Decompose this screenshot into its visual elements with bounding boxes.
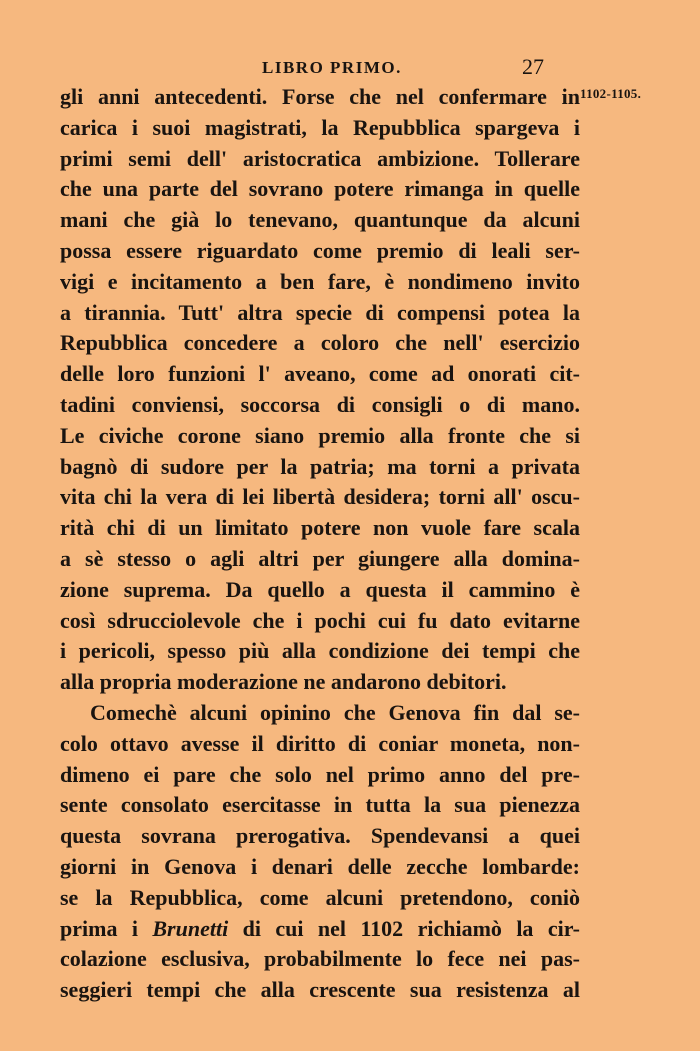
- text-line: gli anni antecedenti. Forse che nel confermare in: [60, 84, 580, 109]
- text-line: mani che già lo tenevano, quantunque da alcuni: [60, 207, 580, 233]
- margin-note-years: 1102-1105.: [580, 86, 642, 101]
- body-text: [60, 82, 580, 1006]
- text-line: Le civiche corone siano premio alla fronte che si: [60, 422, 580, 448]
- text-line: carica i suoi magistrati, la Repubblica spargeva i: [60, 114, 580, 140]
- text-line: se la Repubblica, come alcuni pretendono, coniò: [60, 884, 580, 910]
- text-line: giorni in Genova i denari delle zecche lombarde:: [60, 853, 580, 879]
- italic-term: Brunetti: [152, 915, 229, 941]
- text-line-with-italic: [60, 914, 580, 945]
- text-line: colo ottavo avesse il diritto di coniar moneta, non-: [60, 730, 580, 756]
- paragraph-end-line: alla propria moderazione ne andarono debitori.: [60, 669, 507, 695]
- text-line: primi semi dell' aristocratica ambizione. Tollerare: [60, 145, 580, 171]
- text-line: sente consolato esercitasse in tutta la sua pienezza: [60, 792, 580, 818]
- text-fragment: di cui nel 1102 richiamò la cir-: [228, 915, 580, 941]
- text-line: questa sovrana prerogativa. Spendevansi a quei: [60, 823, 580, 849]
- text-line: vigi e incitamento a ben fare, è nondimeno invito: [60, 268, 580, 294]
- text-line: a sè stesso o agli altri per giungere alla domina-: [60, 545, 580, 571]
- text-line: zione suprema. Da quello a questa il cammino è: [60, 576, 580, 602]
- running-title: LIBRO PRIMO.: [262, 58, 402, 77]
- text-line: vita chi la vera di lei libertà desidera; torni all' oscu-: [60, 484, 580, 510]
- text-line: Repubblica concedere a coloro che nell' esercizio: [60, 330, 580, 356]
- text-line: colazione esclusiva, probabilmente lo fece nei pas-: [60, 946, 580, 972]
- paragraph-start-line: Comechè alcuni opinino che Genova fin dal se-: [90, 699, 580, 725]
- text-line: delle loro funzioni l' aveano, come ad onorati cit-: [60, 361, 580, 387]
- page-number: 27: [522, 54, 544, 79]
- text-line: così sdrucciolevole che i pochi cui fu dato evitarne: [60, 607, 580, 633]
- text-line: a tirannia. Tutt' altra specie di compensi potea la: [60, 299, 580, 325]
- text-line: possa essere riguardato come premio di leali ser-: [60, 237, 580, 263]
- text-line: seggieri tempi che alla crescente sua resistenza al: [60, 977, 580, 1003]
- text-line: dimeno ei pare che solo nel primo anno del pre-: [60, 761, 580, 787]
- text-line: rità chi di un limitato potere non vuole fare scala: [60, 515, 580, 541]
- text-line: i pericoli, spesso più alla condizione dei tempi che: [60, 638, 580, 664]
- running-head: [0, 52, 700, 82]
- text-fragment: prima i: [60, 915, 153, 941]
- text-line: tadini conviensi, soccorsa di consigli o di mano.: [60, 391, 580, 417]
- text-line: bagnò di sudore per la patria; ma torni a privata: [60, 453, 580, 479]
- text-line: che una parte del sovrano potere rimanga in quelle: [60, 176, 580, 202]
